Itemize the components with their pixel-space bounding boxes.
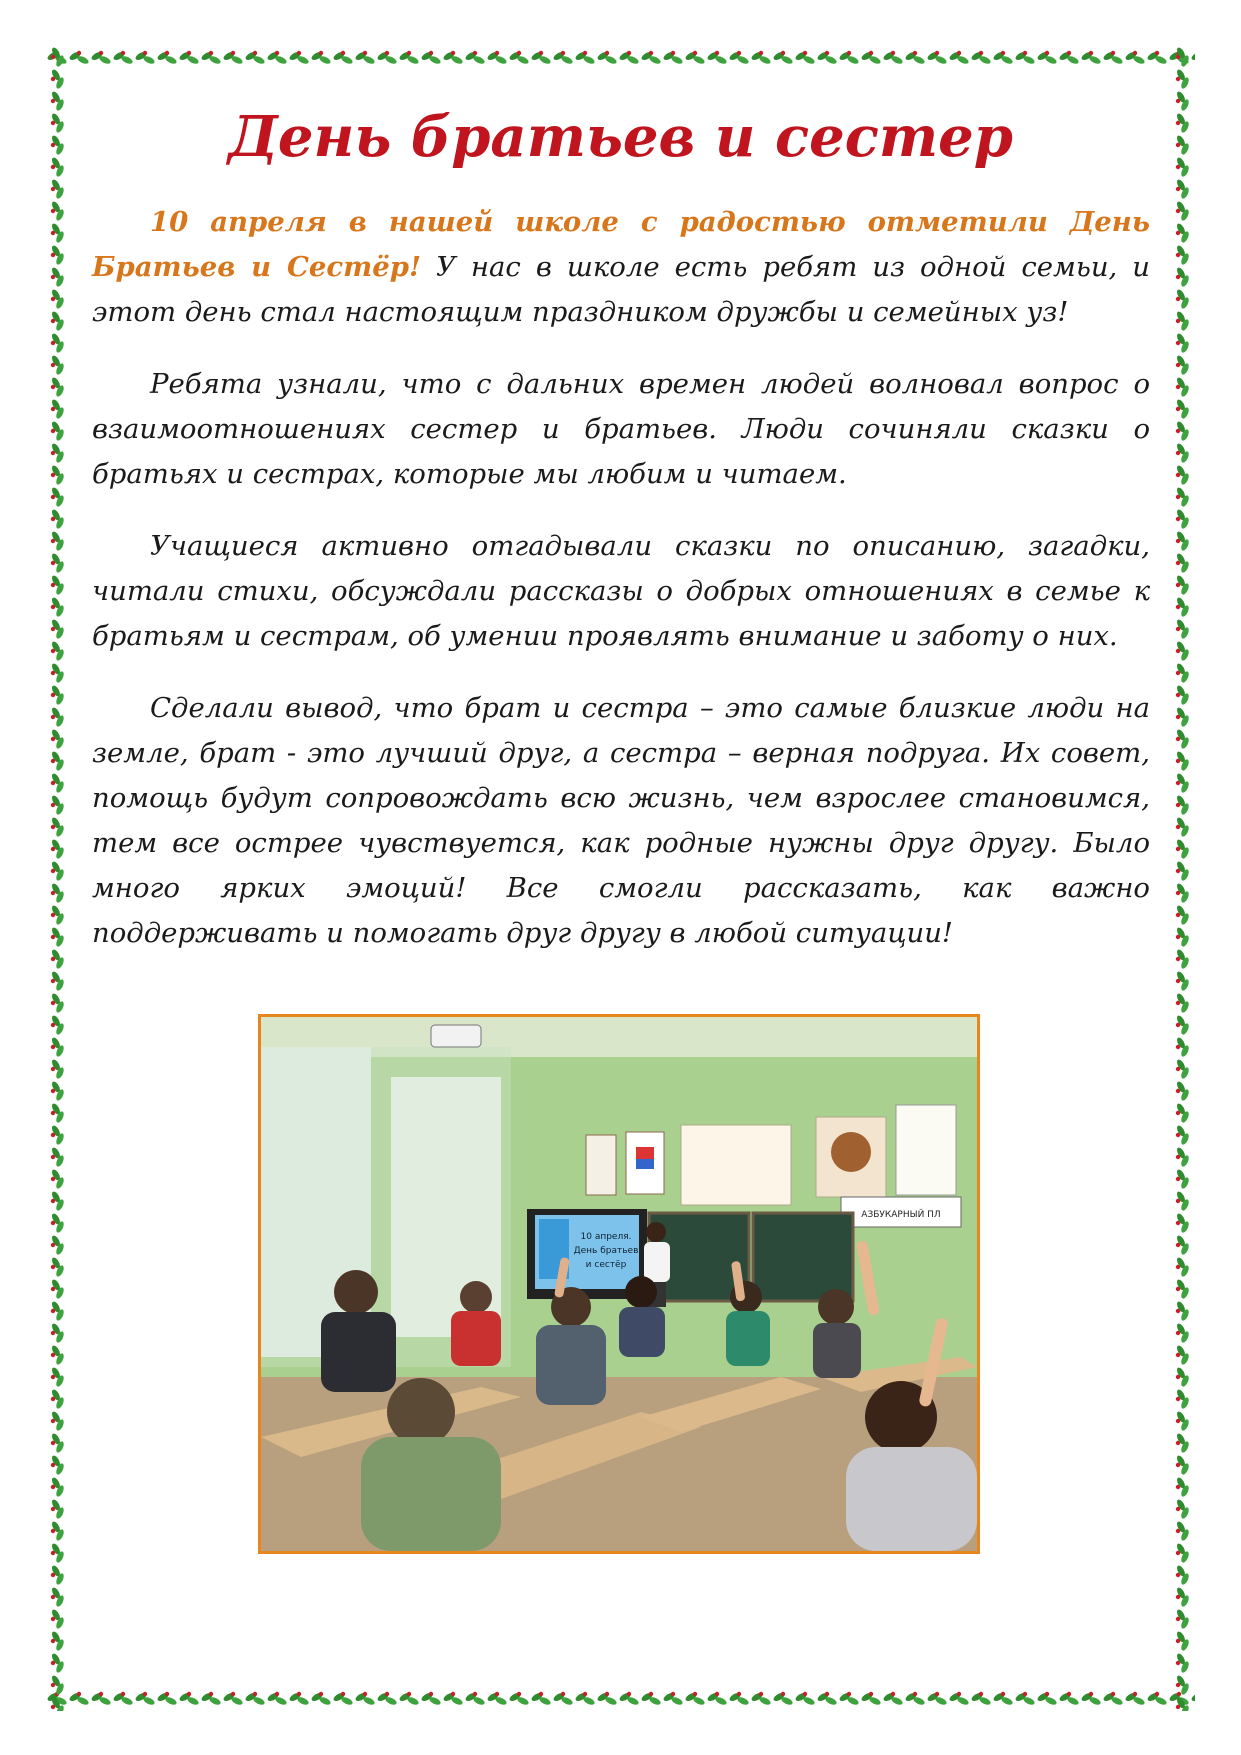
paragraph-1-highlight: 10 апреля в нашей школе с радостью отметили День Братьев и Сестёр! (92, 206, 1150, 283)
paragraph-3: Учащиеся активно отгадывали сказки по описанию, загадки, читали стихи, обсуждали рассказы о добрых отношениях в семье к братьям и сестрам, об умении проявлять внимание и заботу о них. (92, 530, 1150, 652)
screen-line-1: 10 апреля. (580, 1232, 632, 1242)
paragraph-4: Сделали вывод, что брат и сестра – это самые близкие люди на земле, брат - это лучший друг, а сестра – верная подруга. Их совет, помощь будут сопровождать всю жизнь, чем взрослее становимся, тем все острее чувствуется, как родные нужны друг другу. Было много ярких эмоций! Все смогли рассказать, как важно поддерживать и помогать друг другу в любой ситуации! (92, 692, 1150, 949)
holly-border-right (1171, 46, 1195, 1711)
page-title: День братьев и сестер (228, 104, 1013, 170)
screen-line-2: День братьев (573, 1246, 639, 1256)
paragraph-2: Ребята узнали, что с дальних времен людей волновал вопрос о взаимоотношениях сестер и братьев. Люди сочиняли сказки о братьях и сестрах, которые мы любим и читаем. (92, 368, 1150, 490)
classroom-photo (258, 1014, 980, 1554)
holly-border-left (46, 46, 70, 1711)
alphabet-banner-text: АЗБУКАРНЫЙ ПЛ (861, 1210, 941, 1220)
holly-border-bottom (46, 1687, 1195, 1711)
paragraph-1 (92, 200, 1150, 335)
paragraph-1-rest: У нас в школе есть ребят из одной семьи, и этот день стал настоящим праздником дружбы и семейных уз! (92, 251, 1150, 328)
holly-border-top (46, 46, 1195, 70)
article-body (92, 200, 1150, 983)
screen-line-3: и сестёр (585, 1260, 627, 1270)
